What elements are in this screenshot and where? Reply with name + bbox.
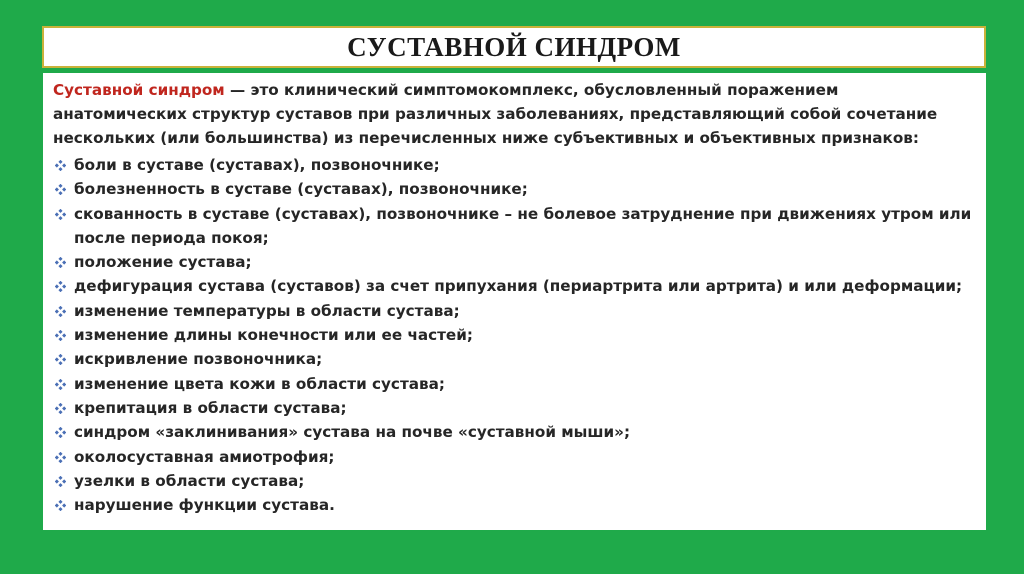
symptom-list-item [53, 372, 974, 396]
diamond-dots-icon [55, 209, 66, 220]
diamond-dots-icon [55, 281, 66, 292]
symptom-text: крепитация в области сустава; [74, 398, 347, 417]
symptom-list-item [53, 250, 974, 274]
symptom-list-item [53, 274, 974, 298]
diamond-dots-icon [55, 452, 66, 463]
diamond-dots-icon [55, 427, 66, 438]
symptom-text: искривление позвоночника; [74, 350, 323, 369]
symptom-text: болезненность в суставе (суставах), позвоночнике; [74, 180, 528, 199]
diamond-dots-icon [55, 403, 66, 414]
symptom-list-item [53, 153, 974, 177]
diamond-dots-icon [55, 500, 66, 511]
symptom-text: скованность в суставе (суставах), позвоночнике – не болевое затруднение при движениях утром или после периода покоя; [74, 204, 972, 247]
symptom-list-item [53, 323, 974, 347]
symptom-text: боли в суставе (суставах), позвоночнике; [74, 156, 440, 174]
symptom-text: узелки в области сустава; [74, 471, 305, 490]
diamond-dots-icon [55, 354, 66, 365]
symptom-list-item [53, 202, 974, 251]
definition-paragraph [53, 78, 974, 150]
symptom-list-item [53, 177, 974, 201]
symptom-list-item [53, 493, 974, 517]
diamond-dots-icon [55, 184, 66, 195]
symptom-list-item [53, 396, 974, 420]
symptom-text: синдром «заклинивания» сустава на почве «суставной мыши»; [74, 423, 631, 442]
symptom-text: изменение температуры в области сустава; [74, 301, 460, 320]
symptom-text: дефигурация сустава (суставов) за счет припухания (периартрита или артрита) и или деформации; [74, 277, 963, 296]
symptom-list-item [53, 445, 974, 469]
symptom-list [53, 153, 974, 517]
diamond-dots-icon [55, 160, 66, 171]
diamond-dots-icon [55, 257, 66, 268]
diamond-dots-icon [55, 306, 66, 317]
symptom-text: нарушение функции сустава. [74, 496, 335, 515]
diamond-dots-icon [55, 476, 66, 487]
symptom-list-item [53, 299, 974, 323]
symptom-text: изменение длины конечности или ее частей; [74, 326, 473, 345]
diamond-dots-icon [55, 379, 66, 390]
symptom-text: положение сустава; [74, 253, 252, 272]
symptom-list-item [53, 469, 974, 493]
content-panel [43, 73, 986, 530]
definition-text: — это клинический симптомокомплекс, обусловленный поражением анатомических структур суставов при различных заболеваниях, представляющий собой сочетание нескольких (или большинства) из перечисленных ниже субъективных и объективных признаков: [53, 81, 938, 147]
diamond-dots-icon [55, 330, 66, 341]
title-banner [42, 26, 986, 68]
definition-term: Суставной синдром [53, 81, 225, 99]
symptom-text: околосуставная амиотрофия; [74, 447, 335, 466]
symptom-list-item [53, 420, 974, 444]
symptom-list-item [53, 347, 974, 371]
symptom-text: изменение цвета кожи в области сустава; [74, 374, 445, 393]
slide-title: СУСТАВНОЙ СИНДРОМ [347, 31, 681, 62]
